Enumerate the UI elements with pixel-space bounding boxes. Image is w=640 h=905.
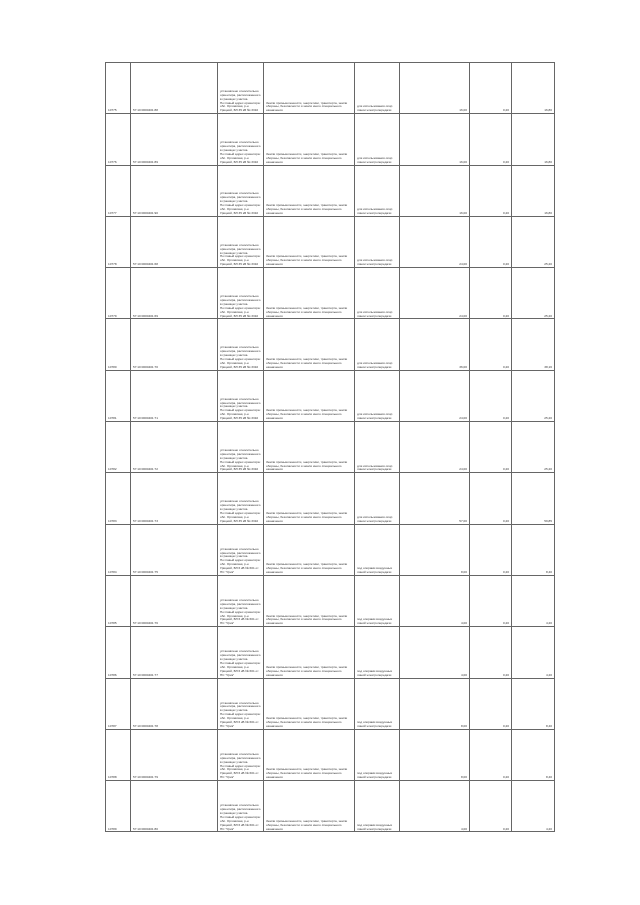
location-cell	[218, 678, 264, 729]
tax-amount-cell	[512, 422, 555, 473]
land-category-text: Земли промышленности, энергетики, транспорта, земли обороны, безопасности и земли иного специального назначения	[266, 510, 348, 523]
row-number-text: 10783	[108, 518, 117, 523]
table-row	[106, 678, 555, 729]
tax-rate-cell	[470, 729, 512, 780]
cadastral-number-cell	[131, 524, 218, 575]
permitted-use-text: для использования опор линии электропередачи	[357, 463, 393, 472]
location-text: установлено относительно ориентира, расположенного в границах участка. Почтовый адрес ориентира: обл. Орловская, р-н Урицкий, ВЛ 35 кВ № 3310	[220, 396, 261, 421]
row-number-cell	[106, 114, 131, 165]
tax-rate-text: 0,20	[502, 467, 509, 472]
location-cell	[218, 216, 264, 267]
permitted-use-cell	[355, 63, 400, 114]
cadastral-number-cell	[131, 216, 218, 267]
tax-amount-cell	[512, 268, 555, 319]
table-row	[106, 729, 555, 780]
tax-amount-cell	[512, 473, 555, 524]
area-text: 24,00	[459, 262, 467, 267]
tax-amount-text: 59,85	[544, 518, 552, 523]
tax-rate-cell	[470, 63, 512, 114]
permitted-use-cell	[355, 114, 400, 165]
table-row	[106, 473, 555, 524]
tax-amount-text: 4,20	[545, 826, 552, 831]
cadastral-number-text: 57:10:0000401:77	[133, 672, 158, 677]
land-category-text: Земли промышленности, энергетики, транспорта, земли обороны, безопасности и земли иного специального назначения	[266, 254, 348, 267]
area-cell	[400, 165, 470, 216]
permitted-use-cell	[355, 524, 400, 575]
tax-amount-text: 25,20	[544, 313, 552, 318]
location-text: установлено относительно ориентира, расположенного в границах участка. Почтовый адрес ориентира: обл. Орловская, р-н Урицкий, ВЛ 35 кВ № 3310	[220, 294, 261, 318]
area-text: 4,00	[460, 826, 467, 831]
tax-rate-cell	[470, 524, 512, 575]
location-cell	[218, 370, 264, 421]
tax-rate-cell	[470, 370, 512, 421]
area-cell	[400, 524, 470, 575]
location-cell	[218, 422, 264, 473]
land-category-text: Земли промышленности, энергетики, транспорта, земли обороны, безопасности и земли иного специального назначения	[266, 203, 348, 215]
area-text: 57,00	[459, 518, 467, 523]
tax-amount-text: 25,20	[544, 416, 552, 421]
tax-rate-cell	[470, 268, 512, 319]
tax-amount-text: 25,20	[544, 262, 552, 267]
area-cell	[400, 627, 470, 678]
tax-rate-text: 0,20	[502, 416, 509, 421]
table-row	[106, 114, 555, 165]
tax-amount-cell	[512, 114, 555, 165]
permitted-use-text: под опорами воздушных линий электропередачи	[357, 566, 393, 575]
area-text: 8,00	[460, 723, 467, 728]
location-cell	[218, 524, 264, 575]
permitted-use-text: для использования опор линии электропередачи	[357, 155, 393, 164]
location-cell	[218, 114, 264, 165]
area-cell	[400, 473, 470, 524]
permitted-use-text: для использования опор линии электропередачи	[357, 412, 393, 421]
table-row	[106, 319, 555, 370]
area-text: 4,00	[460, 672, 467, 677]
tax-amount-cell	[512, 63, 555, 114]
permitted-use-text: для использования опор линии электропередачи	[357, 360, 393, 369]
tax-amount-text: 16,80	[544, 210, 552, 215]
cadastral-number-cell	[131, 165, 218, 216]
table-row	[106, 627, 555, 678]
permitted-use-cell	[355, 678, 400, 729]
row-number-cell	[106, 678, 131, 729]
permitted-use-text: для использования опор линии электропередачи	[357, 309, 393, 318]
tax-rate-cell	[470, 319, 512, 370]
permitted-use-cell	[355, 781, 400, 832]
cadastral-number-text: 57:10:0000401:79	[133, 775, 158, 780]
cadastral-number-text: 57:10:0000401:73	[133, 518, 158, 523]
permitted-use-cell	[355, 729, 400, 780]
row-number-text: 10786	[108, 672, 117, 677]
location-cell	[218, 319, 264, 370]
tax-amount-text: 4,20	[545, 672, 552, 677]
tax-rate-cell	[470, 114, 512, 165]
row-number-text: 10782	[108, 467, 117, 472]
permitted-use-text: под опорами воздушных линий электропередачи	[357, 720, 393, 728]
land-category-cell	[264, 473, 355, 524]
area-cell	[400, 216, 470, 267]
location-cell	[218, 729, 264, 780]
tax-amount-cell	[512, 781, 555, 832]
permitted-use-text: под опорами воздушных линий электропередачи	[357, 771, 393, 780]
row-number-cell	[106, 165, 131, 216]
land-category-cell	[264, 216, 355, 267]
land-category-cell	[264, 678, 355, 729]
table-row	[106, 216, 555, 267]
location-cell	[218, 781, 264, 832]
area-text: 16,00	[459, 159, 467, 164]
land-category-text: Земли промышленности, энергетики, транспорта, земли обороны, безопасности и земли иного специального назначения	[266, 357, 348, 369]
row-number-cell	[106, 729, 131, 780]
cadastral-number-cell	[131, 729, 218, 780]
land-category-text: Земли промышленности, энергетики, транспорта, земли обороны, безопасности и земли иного специального назначения	[266, 100, 348, 113]
area-cell	[400, 729, 470, 780]
table-row	[106, 268, 555, 319]
tax-amount-text: 8,40	[545, 775, 552, 780]
tax-amount-text: 38,16	[544, 364, 552, 369]
tax-amount-cell	[512, 627, 555, 678]
cadastral-number-text: 57:10:0000401:75	[133, 570, 158, 575]
permitted-use-cell	[355, 319, 400, 370]
tax-amount-cell	[512, 319, 555, 370]
cadastral-number-cell	[131, 575, 218, 626]
tax-rate-text: 0,20	[502, 775, 509, 780]
row-number-cell	[106, 524, 131, 575]
location-text: установлено относительно ориентира, расположенного в границах участка. Почтовый адрес ориентира: обл. Орловская, р-н Урицкий, ВЛ 35 кВ № 3310	[220, 447, 261, 472]
permitted-use-cell	[355, 370, 400, 421]
tax-rate-cell	[470, 575, 512, 626]
area-text: 24,00	[459, 467, 467, 472]
cadastral-number-cell	[131, 370, 218, 421]
area-cell	[400, 575, 470, 626]
row-number-cell	[106, 216, 131, 267]
table-row	[106, 370, 555, 421]
tax-amount-cell	[512, 678, 555, 729]
tax-rate-text: 0,20	[502, 826, 509, 831]
location-text: установлено относительно ориентира, расположенного в границах участка. Почтовый адрес ориентира: обл. Орловская, р-н Урицкий, ВЛ 6 кВ № 601 от ПС "Урик"	[220, 751, 261, 780]
row-number-text: 10781	[108, 416, 117, 421]
location-cell	[218, 473, 264, 524]
tax-rate-text: 0,20	[502, 621, 509, 626]
land-category-cell	[264, 575, 355, 626]
location-cell	[218, 575, 264, 626]
location-text: установлено относительно ориентира, расположенного в границах участка. Почтовый адрес ориентира: обл. Орловская, р-н Урицкий, ВЛ 35 кВ № 3310	[220, 191, 261, 215]
tax-rate-cell	[470, 165, 512, 216]
tax-amount-cell	[512, 165, 555, 216]
tax-rate-cell	[470, 473, 512, 524]
tax-amount-text: 25,20	[544, 467, 552, 472]
tax-rate-text: 0,20	[502, 108, 509, 113]
permitted-use-cell	[355, 575, 400, 626]
land-category-text: Земли промышленности, энергетики, транспорта, земли обороны, безопасности и земли иного специального назначения	[266, 151, 348, 164]
cadastral-number-text: 57:10:0000401:69	[133, 313, 158, 318]
tax-amount-text: 8,40	[545, 723, 552, 728]
area-cell	[400, 114, 470, 165]
location-text: установлено относительно ориентира, расположенного в границах участка. Почтовый адрес ориентира: обл. Орловская, р-н Урицкий, ВЛ 35 кВ № 3310	[220, 499, 261, 523]
land-category-text: Земли промышленности, энергетики, транспорта, земли обороны, безопасности и земли иного специального назначения	[266, 562, 348, 575]
tax-rate-cell	[470, 422, 512, 473]
permitted-use-cell	[355, 627, 400, 678]
cadastral-number-text: 57:10:0000401:71	[133, 416, 158, 421]
row-number-text: 10788	[108, 775, 117, 780]
tax-rate-cell	[470, 678, 512, 729]
location-cell	[218, 268, 264, 319]
cadastral-number-text: 57:10:0000401:78	[133, 723, 158, 728]
row-number-text: 10789	[108, 826, 117, 831]
area-cell	[400, 268, 470, 319]
row-number-text: 10775	[108, 108, 117, 113]
cadastral-number-text: 57:10:0000401:68	[133, 262, 158, 267]
land-category-cell	[264, 781, 355, 832]
row-number-cell	[106, 370, 131, 421]
area-cell	[400, 63, 470, 114]
permitted-use-text: для использования опор линии электропередачи	[357, 104, 393, 113]
tax-amount-cell	[512, 729, 555, 780]
location-text: установлено относительно ориентира, расположенного в границах участка. Почтовый адрес ориентира: обл. Орловская, р-н Урицкий, ВЛ 35 кВ № 3310	[220, 242, 261, 267]
land-category-cell	[264, 729, 355, 780]
land-category-cell	[264, 524, 355, 575]
land-category-text: Земли промышленности, энергетики, транспорта, земли обороны, безопасности и земли иного специального назначения	[266, 818, 348, 831]
land-category-cell	[264, 268, 355, 319]
location-cell	[218, 165, 264, 216]
area-text: 4,00	[460, 621, 467, 626]
land-register-table	[105, 62, 555, 832]
row-number-cell	[106, 422, 131, 473]
tax-amount-cell	[512, 524, 555, 575]
land-category-text: Земли промышленности, энергетики, транспорта, земли обороны, безопасности и земли иного специального назначения	[266, 716, 348, 728]
table-row	[106, 422, 555, 473]
area-cell	[400, 422, 470, 473]
permitted-use-text: для использования опор линии электропередачи	[357, 258, 393, 267]
location-text: установлено относительно ориентира, расположенного в границах участка. Почтовый адрес ориентира: обл. Орловская, р-н Урицкий, ВЛ 6 кВ № 601 от ПС "Урик"	[220, 546, 261, 575]
area-cell	[400, 781, 470, 832]
row-number-text: 10784	[108, 570, 117, 575]
row-number-cell	[106, 473, 131, 524]
location-cell	[218, 63, 264, 114]
row-number-text: 10785	[108, 621, 117, 626]
location-text: установлено относительно ориентира, расположенного в границах участка. Почтовый адрес ориентира: обл. Орловская, р-н Урицкий, ВЛ 6 кВ № 601 от ПС "Урик"	[220, 649, 261, 677]
tax-rate-text: 0,20	[502, 364, 509, 369]
permitted-use-text: под опорами воздушных линий электропередачи	[357, 822, 393, 831]
cadastral-number-cell	[131, 422, 218, 473]
cadastral-number-cell	[131, 627, 218, 678]
cadastral-number-cell	[131, 678, 218, 729]
land-category-text: Земли промышленности, энергетики, транспорта, земли обороны, безопасности и земли иного специального назначения	[266, 613, 348, 626]
cadastral-number-cell	[131, 268, 218, 319]
tax-amount-cell	[512, 370, 555, 421]
area-text: 36,00	[459, 364, 467, 369]
tax-rate-text: 0,20	[502, 313, 509, 318]
land-category-text: Земли промышленности, энергетики, транспорта, земли обороны, безопасности и земли иного специального назначения	[266, 664, 348, 677]
table-row	[106, 781, 555, 832]
tax-rate-text: 0,20	[502, 518, 509, 523]
permitted-use-cell	[355, 216, 400, 267]
area-cell	[400, 370, 470, 421]
tax-amount-text: 16,80	[544, 108, 552, 113]
tax-rate-cell	[470, 627, 512, 678]
area-text: 24,00	[459, 416, 467, 421]
permitted-use-cell	[355, 422, 400, 473]
land-category-text: Земли промышленности, энергетики, транспорта, земли обороны, безопасности и земли иного специального назначения	[266, 459, 348, 472]
location-text: установлено относительно ориентира, расположенного в границах участка. Почтовый адрес ориентира: обл. Орловская, р-н Урицкий, ВЛ 6 кВ № 601 от ПС "Урик"	[220, 700, 261, 728]
row-number-text: 10787	[108, 723, 117, 728]
row-number-text: 10777	[108, 210, 117, 215]
tax-rate-text: 0,20	[502, 672, 509, 677]
cadastral-number-text: 57:10:0000401:88	[133, 108, 158, 113]
land-category-text: Земли промышленности, энергетики, транспорта, земли обороны, безопасности и земли иного специального назначения	[266, 305, 348, 318]
permitted-use-text: для использования опор линии электропередачи	[357, 514, 393, 523]
area-cell	[400, 319, 470, 370]
location-text: установлено относительно ориентира, расположенного в границах участка. Почтовый адрес ориентира: обл. Орловская, р-н Урицкий, ВЛ 35 кВ № 3310	[220, 345, 261, 369]
cadastral-number-cell	[131, 319, 218, 370]
cadastral-number-cell	[131, 114, 218, 165]
land-category-cell	[264, 370, 355, 421]
land-category-cell	[264, 63, 355, 114]
tax-rate-text: 0,20	[502, 723, 509, 728]
tax-amount-cell	[512, 216, 555, 267]
area-text: 16,00	[459, 210, 467, 215]
cadastral-number-text: 57:10:0000401:70	[133, 364, 158, 369]
tax-amount-cell	[512, 575, 555, 626]
table-row	[106, 63, 555, 114]
row-number-cell	[106, 575, 131, 626]
area-text: 16,00	[459, 108, 467, 113]
row-number-cell	[106, 268, 131, 319]
area-text: 8,00	[460, 570, 467, 575]
location-text: установлено относительно ориентира, расположенного в границах участка. Почтовый адрес ориентира: обл. Орловская, р-н Урицкий, ВЛ 35 кВ № 3310	[220, 140, 261, 164]
location-cell	[218, 627, 264, 678]
permitted-use-text: под опорами воздушных линий электропередачи	[357, 617, 393, 626]
row-number-text: 10776	[108, 159, 117, 164]
permitted-use-cell	[355, 165, 400, 216]
permitted-use-cell	[355, 268, 400, 319]
row-number-cell	[106, 63, 131, 114]
table-body	[106, 63, 555, 832]
land-category-cell	[264, 114, 355, 165]
cadastral-number-cell	[131, 781, 218, 832]
land-category-cell	[264, 319, 355, 370]
row-number-text: 10778	[108, 262, 117, 267]
area-cell	[400, 678, 470, 729]
table-row	[106, 575, 555, 626]
location-text: установлено относительно ориентира, расположенного в границах участка. Почтовый адрес ориентира: обл. Орловская, р-н Урицкий, ВЛ 35 кВ № 3310	[220, 88, 261, 113]
cadastral-number-text: 57:10:0000401:72	[133, 467, 158, 472]
cadastral-number-text: 57:10:0000401:76	[133, 621, 158, 626]
cadastral-number-text: 57:10:0000401:80	[133, 826, 158, 831]
table-row	[106, 165, 555, 216]
row-number-cell	[106, 781, 131, 832]
area-text: 8,00	[460, 775, 467, 780]
tax-rate-text: 0,20	[502, 262, 509, 267]
tax-amount-text: 4,20	[545, 621, 552, 626]
land-category-cell	[264, 165, 355, 216]
row-number-text: 10779	[108, 313, 117, 318]
land-category-text: Земли промышленности, энергетики, транспорта, земли обороны, безопасности и земли иного специального назначения	[266, 767, 348, 780]
table-row	[106, 524, 555, 575]
tax-rate-text: 0,20	[502, 159, 509, 164]
permitted-use-text: под опорами воздушных линий электропередачи	[357, 668, 393, 677]
tax-rate-text: 0,20	[502, 210, 509, 215]
row-number-text: 10780	[108, 364, 117, 369]
tax-rate-text: 0,20	[502, 570, 509, 575]
land-category-text: Земли промышленности, энергетики, транспорта, земли обороны, безопасности и земли иного специального назначения	[266, 408, 348, 421]
permitted-use-cell	[355, 473, 400, 524]
permitted-use-text: для использования опор линии электропередачи	[357, 207, 393, 215]
land-category-cell	[264, 422, 355, 473]
tax-amount-text: 16,80	[544, 159, 552, 164]
location-text: установлено относительно ориентира, расположенного в границах участка. Почтовый адрес ориентира: обл. Орловская, р-н Урицкий, ВЛ 6 кВ № 601 от ПС "Урик"	[220, 803, 261, 831]
land-category-cell	[264, 627, 355, 678]
tax-rate-cell	[470, 781, 512, 832]
area-text: 24,00	[459, 313, 467, 318]
cadastral-number-text: 57:10:0000401:90	[133, 210, 158, 215]
tax-amount-text: 8,40	[545, 570, 552, 575]
cadastral-number-cell	[131, 473, 218, 524]
location-text: установлено относительно ориентира, расположенного в границах участка. Почтовый адрес ориентира: обл. Орловская, р-н Урицкий, ВЛ 6 кВ № 601 от ПС "Урик"	[220, 597, 261, 626]
row-number-cell	[106, 627, 131, 678]
tax-rate-cell	[470, 216, 512, 267]
cadastral-number-text: 57:10:0000401:89	[133, 159, 158, 164]
row-number-cell	[106, 319, 131, 370]
cadastral-number-cell	[131, 63, 218, 114]
